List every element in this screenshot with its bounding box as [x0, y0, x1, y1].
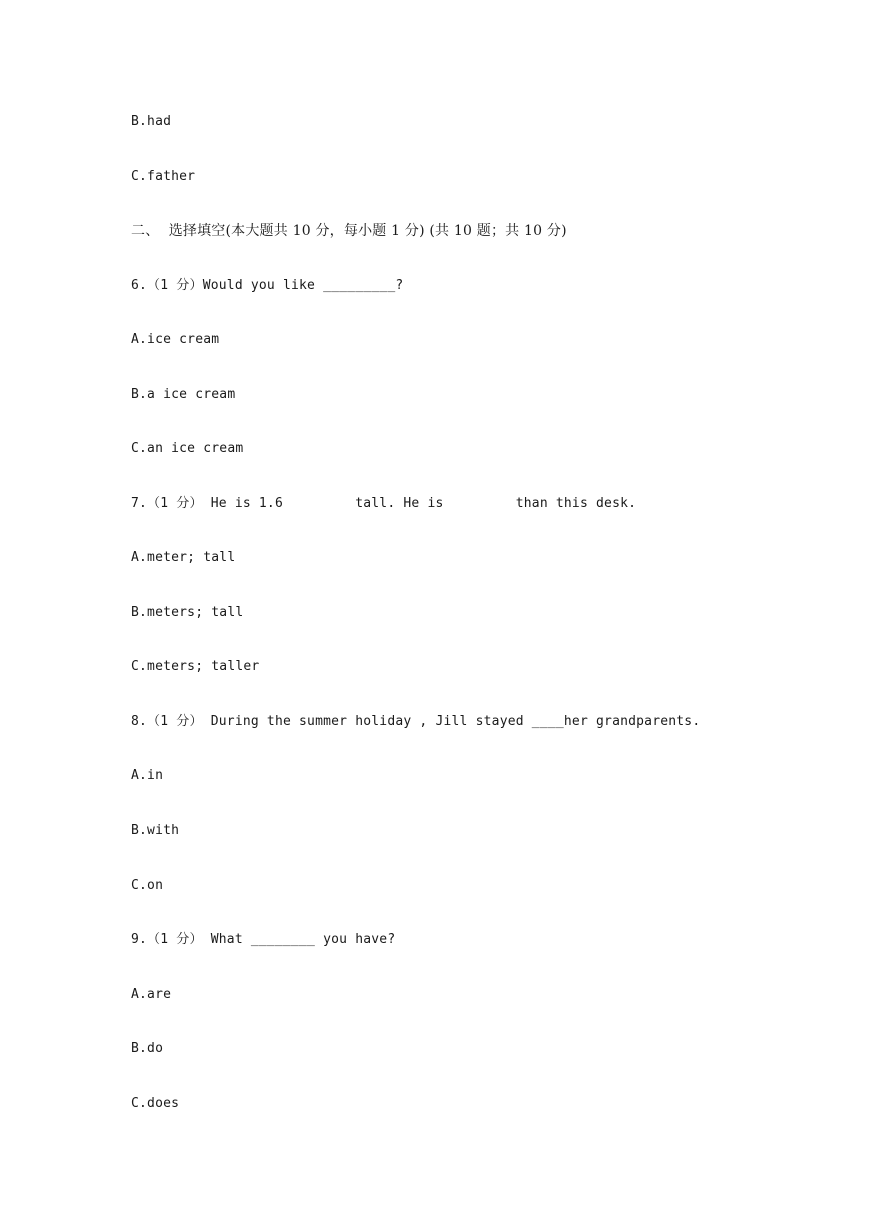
- q7-option-a: A.meter; tall: [131, 550, 236, 565]
- q9-option-c: C.does: [131, 1096, 180, 1111]
- q9-option-b: B.do: [131, 1041, 164, 1056]
- q7-option-c: C.meters; taller: [131, 659, 260, 674]
- q8-option-b: B.with: [131, 823, 180, 838]
- option-c-father: C.father: [131, 169, 196, 184]
- q6-option-a: A.ice cream: [131, 332, 220, 347]
- question-9: 9.（1 分） What ________ you have?: [131, 932, 396, 947]
- q8-option-a: A.in: [131, 768, 164, 783]
- section-heading: 二、 选择填空(本大题共 10 分，每小题 1 分) (共 10 题；共 10 分): [131, 223, 567, 239]
- q9-option-a: A.are: [131, 987, 172, 1002]
- question-6: 6.（1 分）Would you like _________?: [131, 278, 404, 293]
- question-8: 8.（1 分） During the summer holiday , Jill stayed ____her grandparents.: [131, 714, 701, 729]
- q7-option-b: B.meters; tall: [131, 605, 244, 620]
- option-b-had: B.had: [131, 114, 172, 129]
- q8-option-c: C.on: [131, 878, 164, 893]
- q6-option-b: B.a ice cream: [131, 387, 236, 402]
- question-7: 7.（1 分） He is 1.6 tall. He is than this desk.: [131, 496, 637, 511]
- q6-option-c: C.an ice cream: [131, 441, 244, 456]
